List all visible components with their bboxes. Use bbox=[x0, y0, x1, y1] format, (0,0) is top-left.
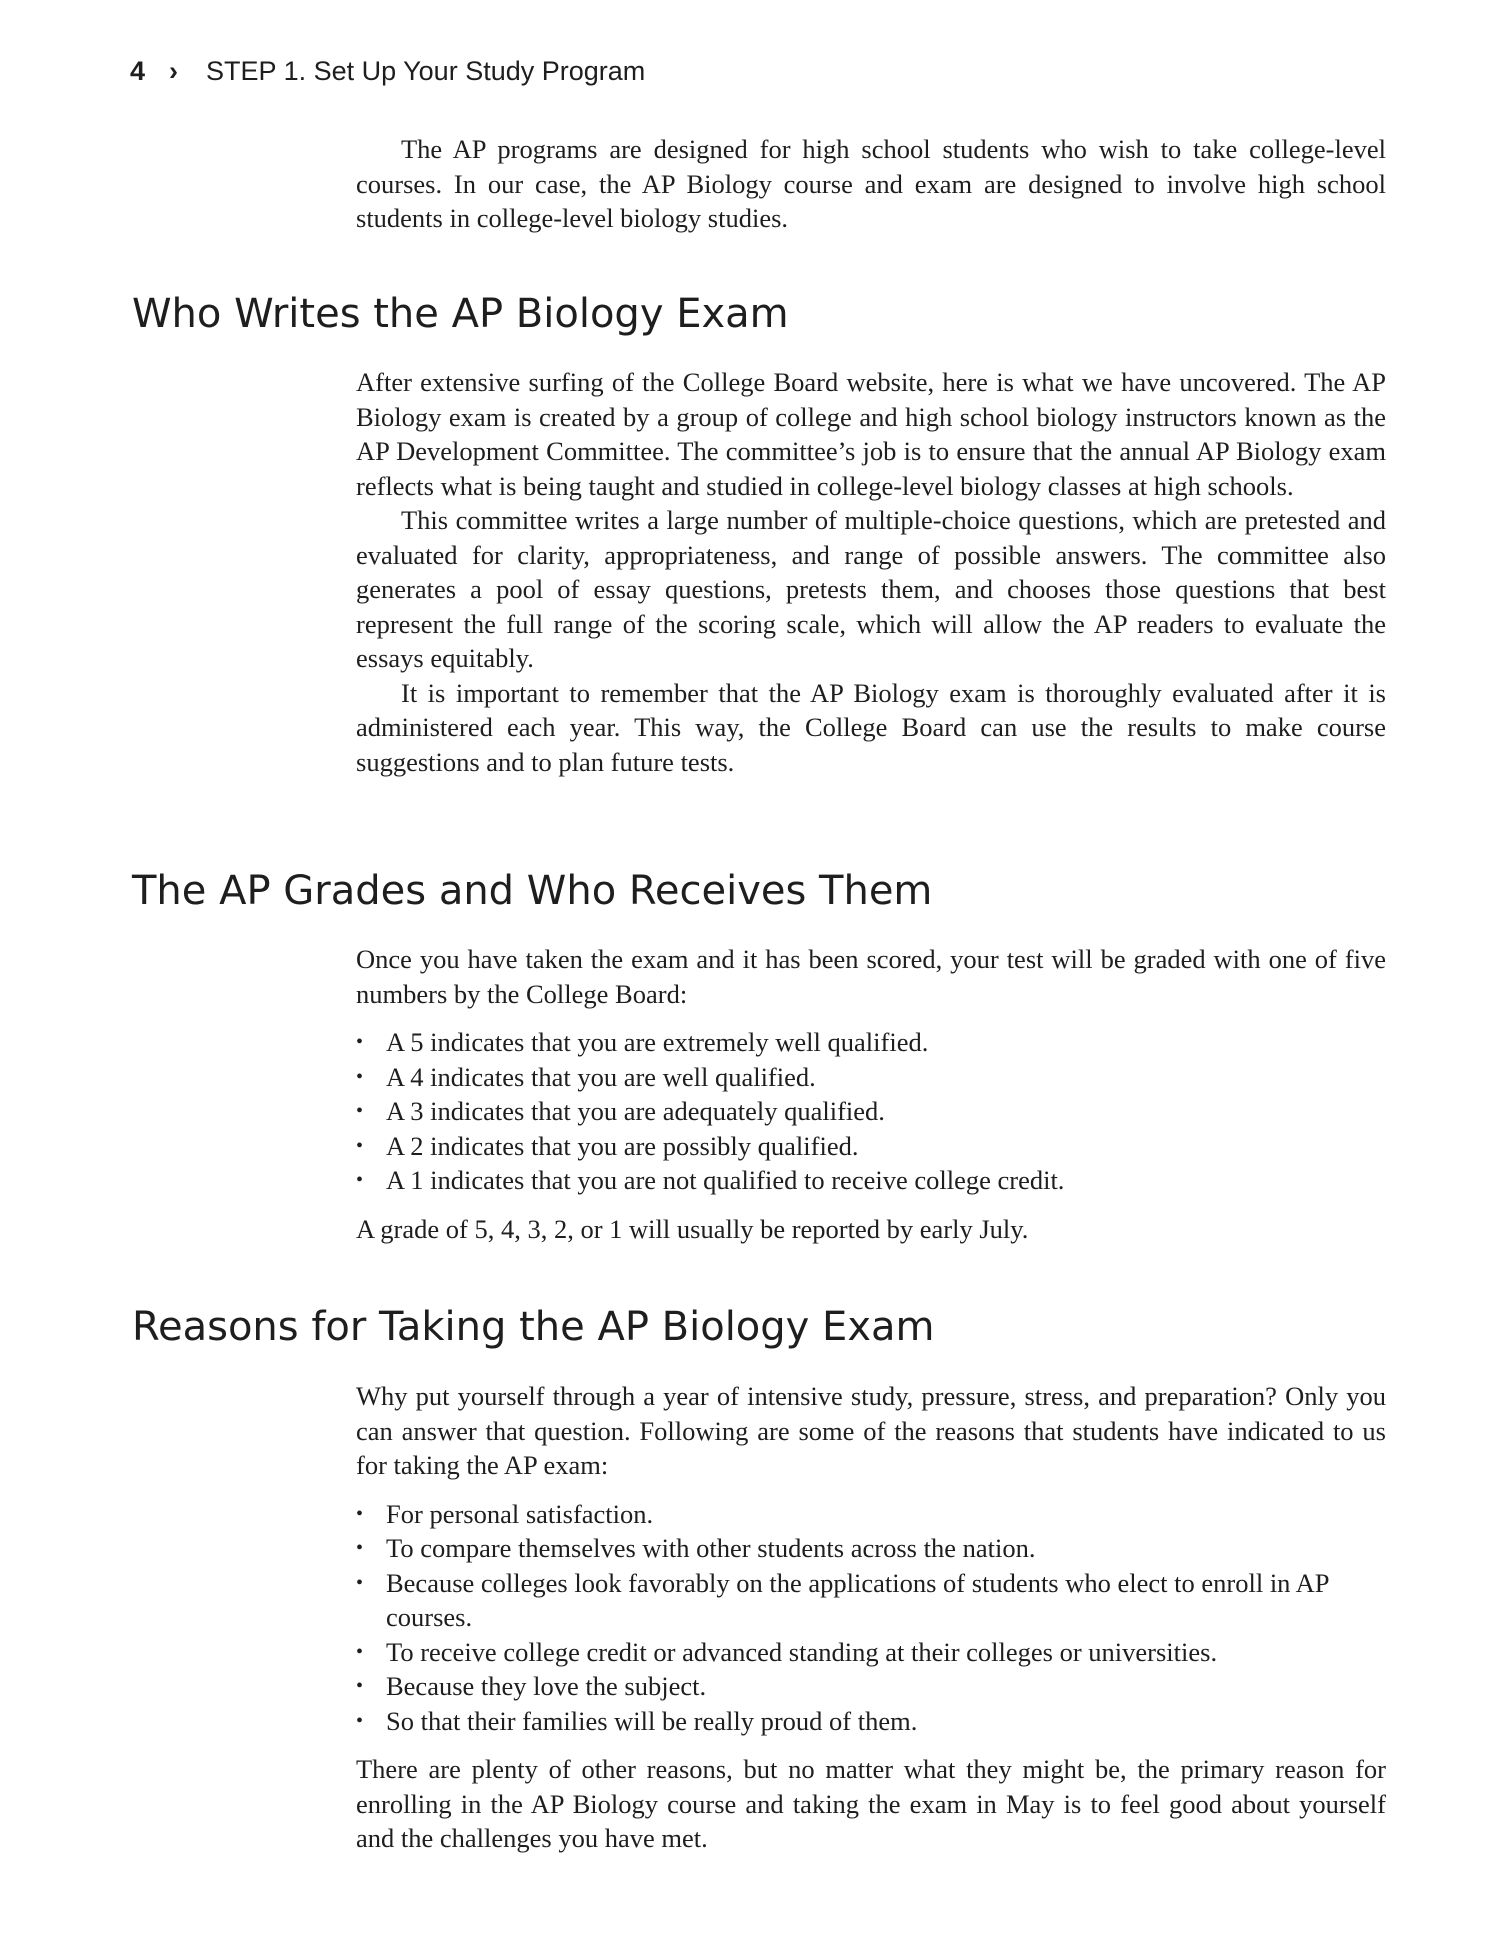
heading-reasons: Reasons for Taking the AP Biology Exam bbox=[132, 1304, 935, 1350]
bullet-icon: • bbox=[356, 1169, 364, 1191]
bullet-icon: • bbox=[356, 1065, 364, 1088]
running-title: STEP 1. Set Up Your Study Program bbox=[206, 56, 646, 86]
running-head bbox=[130, 56, 645, 87]
list-item: • Because colleges look favorably on the applications of students who elect to enroll in AP courses. bbox=[356, 1567, 1329, 1632]
bullet-icon: • bbox=[356, 1571, 364, 1594]
list-item: • So that their families will be really proud of them. bbox=[356, 1704, 1386, 1739]
intro-paragraph: The AP programs are designed for high school students who wish to take college-level courses. In our case, the AP Biology course and exam are designed to involve high school students in college-level biology studies. bbox=[356, 134, 1386, 233]
grades-list bbox=[356, 1025, 1386, 1198]
ap-grades-body bbox=[356, 942, 1386, 1246]
bullet-icon: • bbox=[356, 1100, 364, 1122]
chevron-right-icon: › bbox=[169, 56, 179, 86]
list-item: • A 3 indicates that you are adequately qualified. bbox=[356, 1094, 1386, 1129]
bullet-icon: • bbox=[356, 1502, 364, 1525]
list-item: • Because they love the subject. bbox=[356, 1669, 1386, 1704]
heading-who-writes: Who Writes the AP Biology Exam bbox=[132, 291, 789, 337]
body-paragraph: There are plenty of other reasons, but no matter what they might be, the primary reason for enrolling in the AP Biology course and taking the exam in May is to feel good about yourself and the challenges you have met. bbox=[356, 1754, 1386, 1853]
list-item: • A 2 indicates that you are possibly qualified. bbox=[356, 1129, 1386, 1164]
body-paragraph: After extensive surfing of the College Board website, here is what we have uncovered. The AP Biology exam is created by a group of college and high school biology instructors known as the AP Development Committee. The committee’s job is to ensure that the annual AP Biology exam reflects what is being taught and studied in college-level biology classes at high schools. bbox=[356, 367, 1386, 501]
bullet-icon: • bbox=[356, 1537, 364, 1559]
body-paragraph: This committee writes a large number of multiple-choice questions, which are pretested and evaluated for clarity, appropriateness, and range of possible answers. The committee also generates a pool of essay questions, pretests them, and chooses those questions that best represent the full range of the scoring scale, which will allow the AP readers to evaluate the essays equitably. bbox=[356, 505, 1386, 673]
bullet-icon: • bbox=[356, 1675, 364, 1697]
body-paragraph: It is important to remember that the AP Biology exam is thoroughly evaluated after it is administered each year. This way, the College Board can use the results to make course suggestions and to plan future tests. bbox=[356, 677, 1386, 777]
bullet-icon: • bbox=[356, 1709, 364, 1732]
list-item: • A 1 indicates that you are not qualified to receive college credit. bbox=[356, 1163, 1386, 1198]
reasons-body bbox=[356, 1379, 1386, 1856]
bullet-icon: • bbox=[356, 1134, 364, 1157]
list-item: • To receive college credit or advanced standing at their colleges or universities. bbox=[356, 1635, 1386, 1670]
bullet-icon: • bbox=[356, 1640, 364, 1663]
page-number: 4 bbox=[130, 56, 146, 86]
reasons-list bbox=[356, 1497, 1386, 1739]
list-item: • For personal satisfaction. bbox=[356, 1497, 1386, 1532]
body-paragraph: A grade of 5, 4, 3, 2, or 1 will usually be reported by early July. bbox=[356, 1213, 1029, 1244]
heading-ap-grades: The AP Grades and Who Receives Them bbox=[132, 868, 933, 914]
list-item: • A 5 indicates that you are extremely well qualified. bbox=[356, 1025, 1386, 1060]
body-paragraph: Once you have taken the exam and it has been scored, your test will be graded with one of five numbers by the College Board: bbox=[356, 944, 1386, 1009]
list-item: • To compare themselves with other students across the nation. bbox=[356, 1531, 1386, 1566]
body-paragraph: Why put yourself through a year of intensive study, pressure, stress, and preparation? Only you can answer that question. Following are some of the reasons that students have indicated to us for taking the AP exam: bbox=[356, 1381, 1386, 1480]
who-writes-body bbox=[356, 365, 1386, 779]
intro-block bbox=[356, 132, 1386, 236]
bullet-icon: • bbox=[356, 1031, 364, 1053]
list-item: • A 4 indicates that you are well qualified. bbox=[356, 1060, 1386, 1095]
